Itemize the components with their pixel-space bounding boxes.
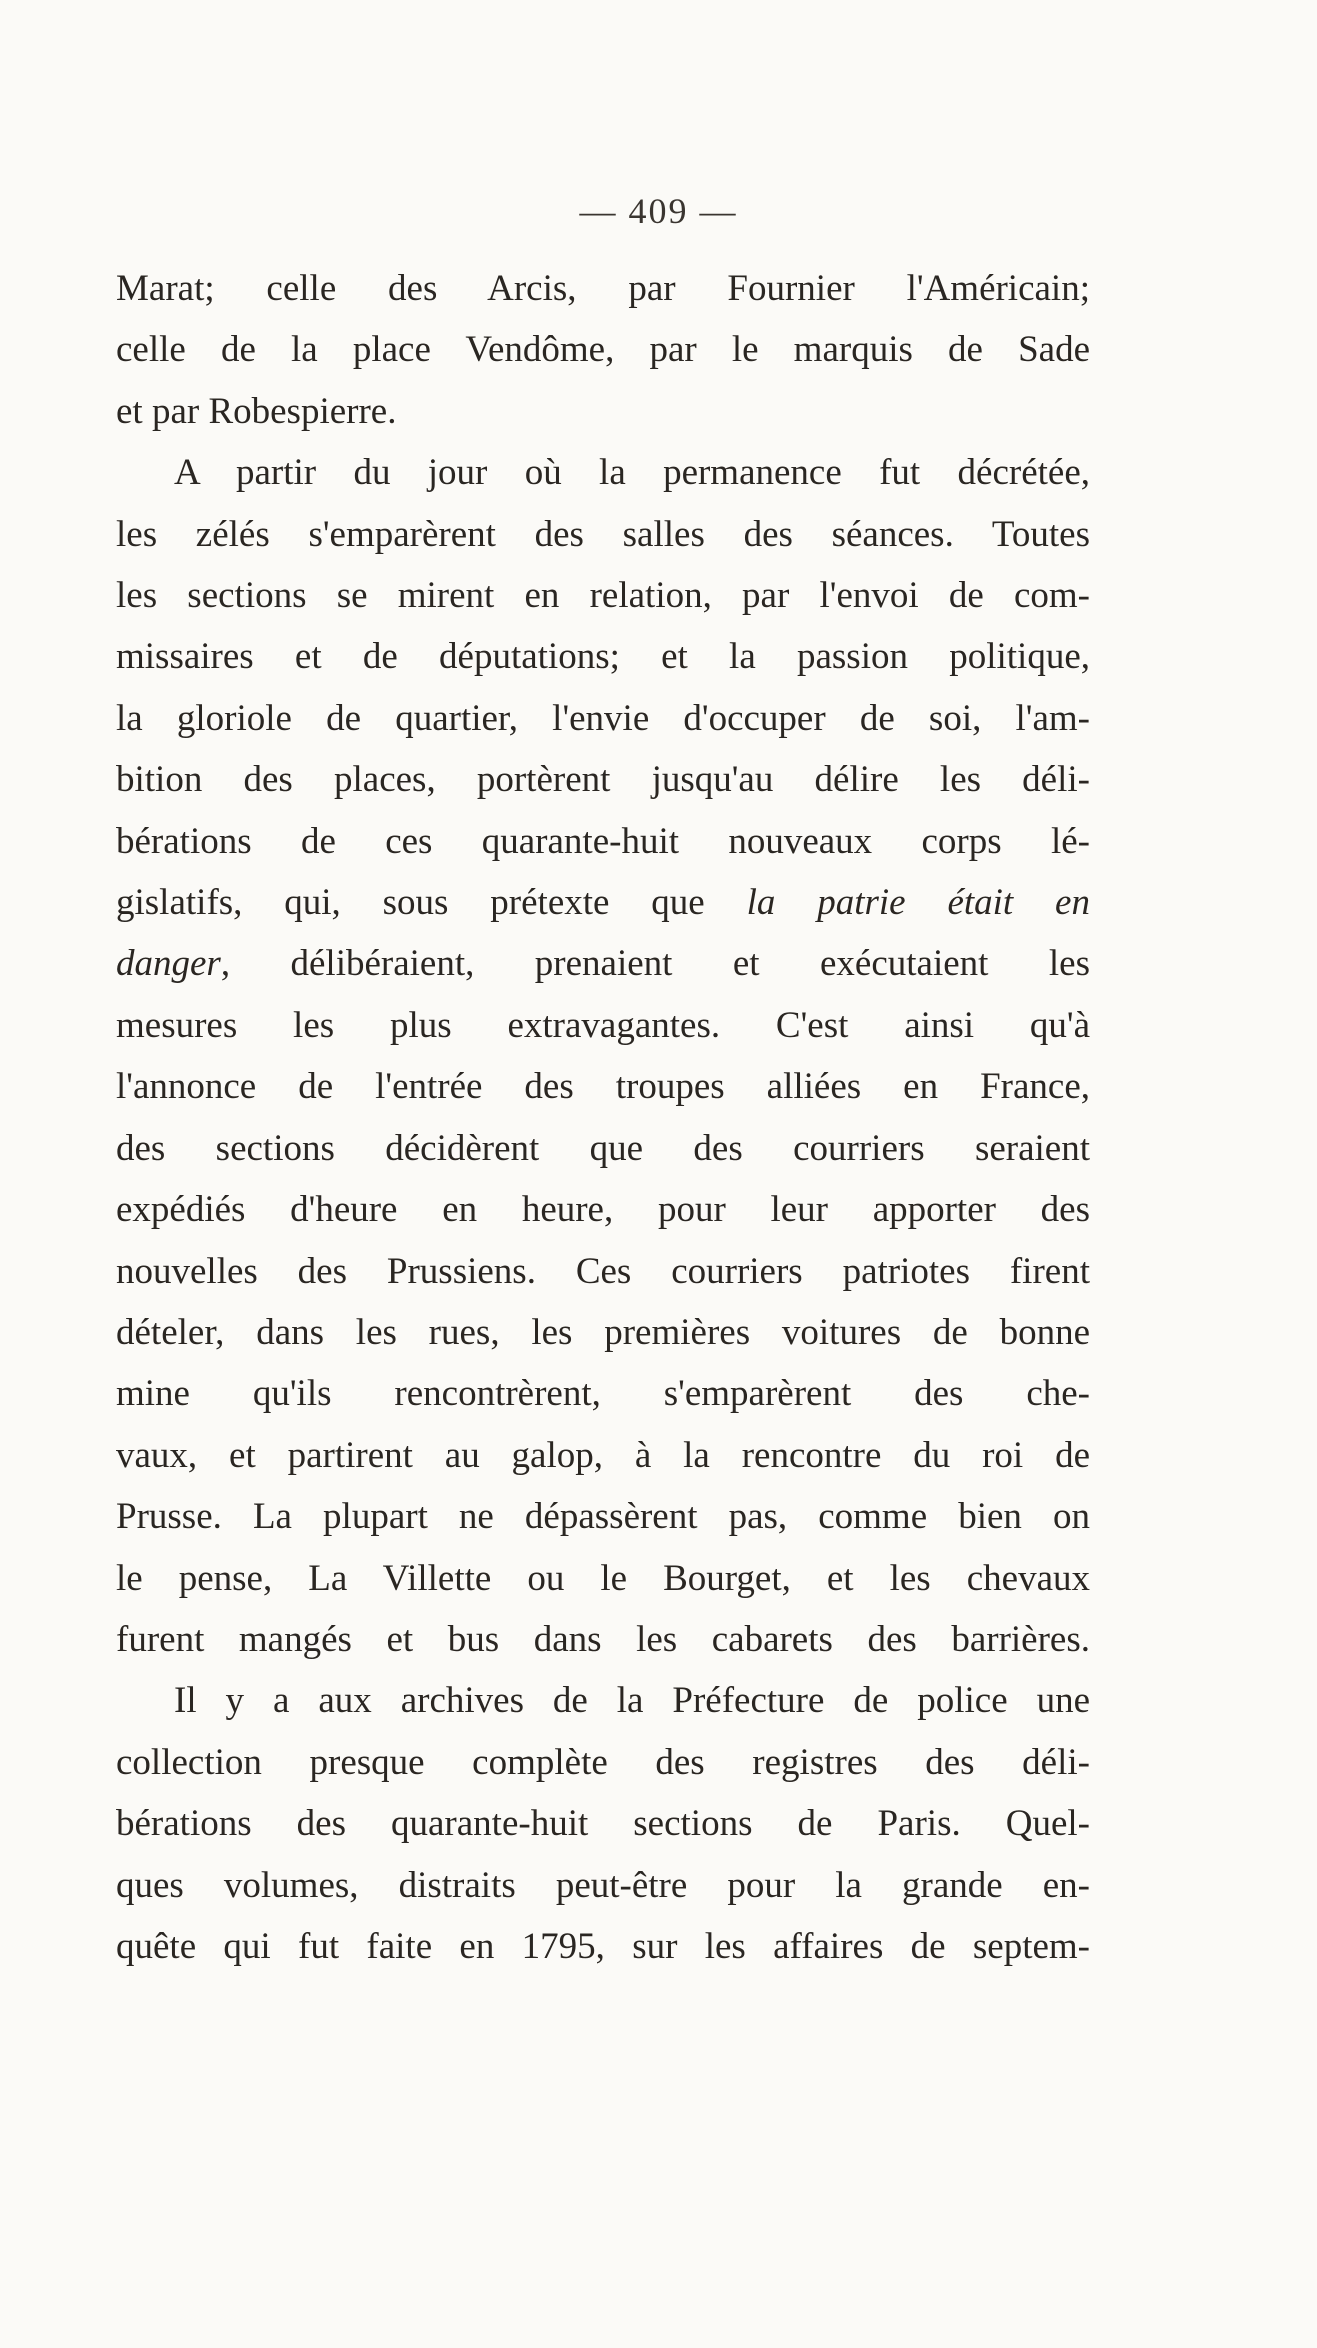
text-line: celle de la place Vendôme, par le marquis de Sade	[116, 329, 1090, 371]
text-line: A partir du jour où la permanence fut décrétée,	[174, 452, 1090, 494]
text-line: mesures les plus extravagantes. C'est ainsi qu'à	[116, 1004, 1090, 1046]
text-line: quête qui fut faite en 1795, sur les affaires de septem-	[116, 1925, 1090, 1967]
text-segment: gislatifs, qui, sous prétexte que	[116, 882, 747, 924]
text-line: bition des places, portèrent jusqu'au délire les déli-	[116, 759, 1090, 801]
text-line: Prusse. La plupart ne dépassèrent pas, comme bien on	[116, 1496, 1090, 1538]
text-line: expédiés d'heure en heure, pour leur apporter des	[116, 1189, 1090, 1231]
text-line: la gloriole de quartier, l'envie d'occuper de soi, l'am-	[116, 697, 1090, 739]
text-line: les sections se mirent en relation, par l'envoi de com-	[116, 575, 1090, 617]
text-line: dételer, dans les rues, les premières voitures de bonne	[116, 1311, 1090, 1353]
text-line: les zélés s'emparèrent des salles des séances. Toutes	[116, 513, 1090, 555]
text-segment: , délibéraient, prenaient et exécutaient les	[220, 943, 1090, 985]
text-line: collection presque complète des registres des déli-	[116, 1741, 1090, 1783]
italic-phrase: la patrie était en	[746, 882, 1090, 924]
text-line: vaux, et partirent au galop, à la rencontre du roi de	[116, 1434, 1090, 1476]
italic-phrase: danger	[116, 943, 221, 985]
text-line: ques volumes, distraits peut-être pour la grande en-	[116, 1864, 1090, 1906]
text-line: Il y a aux archives de la Préfecture de police une	[174, 1680, 1090, 1722]
text-line: Marat; celle des Arcis, par Fournier l'Américain;	[116, 268, 1090, 309]
text-line	[116, 933, 1090, 994]
text-line: furent mangés et bus dans les cabarets des barrières.	[116, 1618, 1090, 1660]
text-line: mine qu'ils rencontrèrent, s'emparèrent des che-	[116, 1373, 1090, 1415]
body-text	[116, 258, 1090, 1977]
text-line: l'annonce de l'entrée des troupes alliées en France,	[116, 1066, 1090, 1108]
page-number: — 409 —	[579, 191, 738, 231]
text-line: missaires et de députations; et la passion politique,	[116, 636, 1090, 678]
text-line: et par Robespierre.	[116, 390, 397, 432]
text-line: nouvelles des Prussiens. Ces courriers patriotes firent	[116, 1250, 1090, 1292]
text-line: le pense, La Villette ou le Bourget, et les chevaux	[116, 1557, 1090, 1599]
text-line: bérations de ces quarante-huit nouveaux corps lé-	[116, 820, 1090, 862]
text-line: des sections décidèrent que des courriers seraient	[116, 1127, 1090, 1169]
text-line: bérations des quarante-huit sections de Paris. Quel-	[116, 1803, 1090, 1845]
text-line	[116, 872, 1090, 933]
